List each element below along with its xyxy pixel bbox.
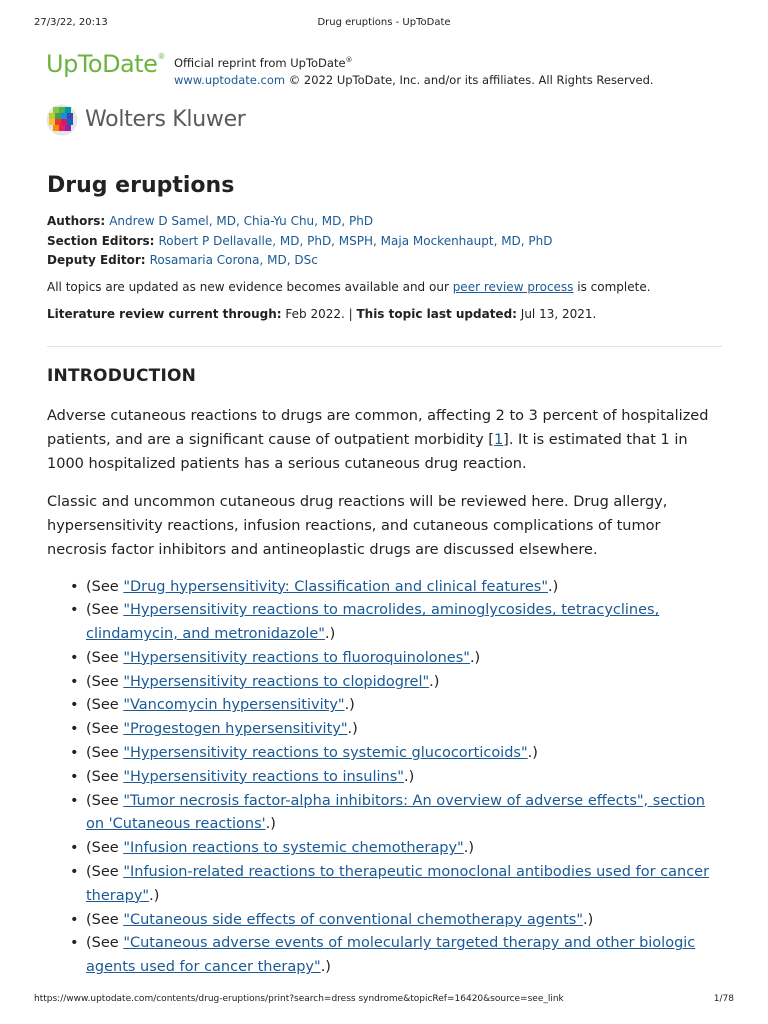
section-editors-row [47, 232, 722, 252]
see-suffix: .) [320, 959, 331, 976]
see-also-item [47, 909, 722, 933]
see-prefix: (See [86, 864, 124, 881]
lit-review-value: Feb 2022. | [281, 306, 357, 321]
wolters-kluwer-icon [46, 104, 78, 136]
print-footer [34, 994, 734, 1008]
review-dates [47, 305, 722, 324]
topic-link[interactable]: "Tumor necrosis factor-alpha inhibitors: An overview of adverse effects", section on 'Cutaneous reactions' [86, 792, 705, 833]
intro-p1-post: ]. It is estimated that 1 in 1000 hospitalized patients has a serious cutaneous drug reaction. [47, 431, 688, 472]
print-header [34, 17, 734, 31]
article-content [47, 170, 722, 980]
topic-link[interactable]: "Infusion-related reactions to therapeutic monoclonal antibodies used for cancer therapy" [86, 864, 710, 904]
topic-link[interactable]: "Hypersensitivity reactions to systemic glucocorticoids" [123, 745, 528, 762]
see-suffix: .) [347, 721, 358, 738]
topic-link[interactable]: "Hypersensitivity reactions to fluoroquinolones" [123, 649, 470, 666]
uptodate-logo-text: UpToDate [46, 50, 158, 78]
article-meta [47, 212, 722, 271]
reprint-line: Official reprint from UpToDate [174, 55, 346, 70]
section-divider [47, 346, 722, 347]
print-url: https://www.uptodate.com/contents/drug-eruptions/print?search=dress syndrome&topicRef=16420&source=see_link [34, 994, 564, 1004]
see-also-item [47, 576, 722, 600]
page-number: 1/78 [713, 994, 734, 1004]
see-suffix: .) [265, 816, 276, 833]
see-prefix: (See [86, 602, 124, 619]
reference-link-1[interactable]: 1 [493, 431, 504, 448]
wolters-kluwer-wordmark: Wolters Kluwer [85, 107, 246, 132]
see-also-item [47, 671, 722, 695]
reprint-notice [174, 52, 654, 89]
uptodate-home-link[interactable]: www.uptodate.com [174, 72, 286, 87]
topic-link[interactable]: "Cutaneous adverse events of molecularly targeted therapy and other biologic agents used for cancer therapy" [86, 935, 696, 976]
see-prefix: (See [86, 697, 124, 714]
section-editors-label: Section Editors: [47, 233, 155, 248]
peer-review-link[interactable]: peer review process [452, 279, 574, 294]
reprint-registered-mark: ® [345, 56, 353, 64]
see-suffix: .) [344, 697, 355, 714]
see-also-list [47, 576, 722, 981]
intro-paragraph-1 [47, 404, 722, 476]
see-also-item [47, 837, 722, 861]
see-prefix: (See [86, 721, 124, 738]
deputy-editor-row [47, 251, 722, 271]
see-also-item [47, 932, 722, 980]
see-prefix: (See [86, 911, 124, 928]
uptodate-logo[interactable] [46, 50, 165, 78]
see-suffix: .) [429, 673, 440, 690]
see-prefix: (See [86, 792, 124, 809]
lit-review-label: Literature review current through: [47, 306, 282, 321]
section-editors-links[interactable]: Robert P Dellavalle, MD, PhD, MSPH, Maja Mockenhaupt, MD, PhD [158, 233, 553, 248]
see-prefix: (See [86, 840, 124, 857]
see-prefix: (See [86, 768, 124, 785]
notice-text-post: is complete. [573, 279, 651, 294]
update-notice [47, 278, 722, 297]
see-suffix: .) [469, 649, 481, 666]
see-also-item [47, 861, 722, 909]
see-prefix: (See [86, 673, 124, 690]
intro-paragraph-2: Classic and uncommon cutaneous drug reactions will be reviewed here. Drug allergy, hypersensitivity reactions, infusion reactions, and cutaneous complications of tumor necrosis factor inhibitors and antineoplastic drugs are discussed elsewhere. [47, 493, 668, 558]
see-suffix: .) [324, 626, 336, 643]
see-suffix: .) [583, 911, 594, 928]
introduction-heading: INTRODUCTION [47, 365, 197, 386]
topic-link[interactable]: "Hypersensitivity reactions to insulins" [123, 768, 404, 785]
see-prefix: (See [86, 649, 124, 666]
see-prefix: (See [86, 745, 124, 762]
see-suffix: .) [149, 887, 160, 904]
deputy-editor-label: Deputy Editor: [47, 253, 146, 267]
intro-p1-pre: Adverse cutaneous reactions to drugs are common, affecting 2 to 3 percent of hospitalized patients, and are a significant cause of outpatient morbidity [ [47, 407, 709, 448]
see-suffix: .) [403, 768, 415, 785]
authors-links[interactable]: Andrew D Samel, MD, Chia-Yu Chu, MD, PhD [109, 214, 374, 228]
topic-link[interactable]: "Infusion reactions to systemic chemotherapy" [123, 840, 464, 857]
see-suffix: .) [527, 745, 538, 762]
last-updated-label: This topic last updated: [356, 306, 517, 321]
see-also-item [47, 766, 722, 790]
last-updated-value: Jul 13, 2021. [516, 306, 597, 321]
topic-link[interactable]: "Hypersensitivity reactions to clopidogrel" [123, 673, 430, 690]
see-also-item [47, 694, 722, 718]
deputy-editor-link[interactable]: Rosamaria Corona, MD, DSc [149, 253, 318, 267]
registered-mark: ® [157, 52, 165, 61]
topic-link[interactable]: "Drug hypersensitivity: Classification and clinical features" [123, 578, 549, 595]
topic-link[interactable]: "Progestogen hypersensitivity" [123, 721, 348, 738]
notice-text-pre: All topics are updated as new evidence becomes available and our [47, 279, 453, 294]
see-also-item [47, 790, 722, 838]
see-prefix: (See [86, 578, 124, 595]
print-page-title: Drug eruptions - UpToDate [317, 17, 451, 28]
see-prefix: (See [86, 935, 124, 952]
see-suffix: .) [548, 578, 559, 595]
see-also-item [47, 718, 722, 742]
authors-row [47, 212, 722, 232]
copyright-text: © 2022 UpToDate, Inc. and/or its affiliates. All Rights Reserved. [285, 72, 654, 87]
see-also-item [47, 647, 722, 671]
see-also-item [47, 599, 722, 647]
see-suffix: .) [463, 840, 475, 857]
article-title: Drug eruptions [47, 173, 235, 198]
topic-link[interactable]: "Vancomycin hypersensitivity" [123, 697, 345, 714]
authors-label: Authors: [47, 214, 106, 228]
see-also-item [47, 742, 722, 766]
topic-link[interactable]: "Hypersensitivity reactions to macrolides, aminoglycosides, tetracyclines, clindamycin, and metronidazole" [86, 602, 660, 643]
topic-link[interactable]: "Cutaneous side effects of conventional chemotherapy agents" [123, 911, 584, 928]
print-date: 27/3/22, 20:13 [34, 17, 108, 28]
